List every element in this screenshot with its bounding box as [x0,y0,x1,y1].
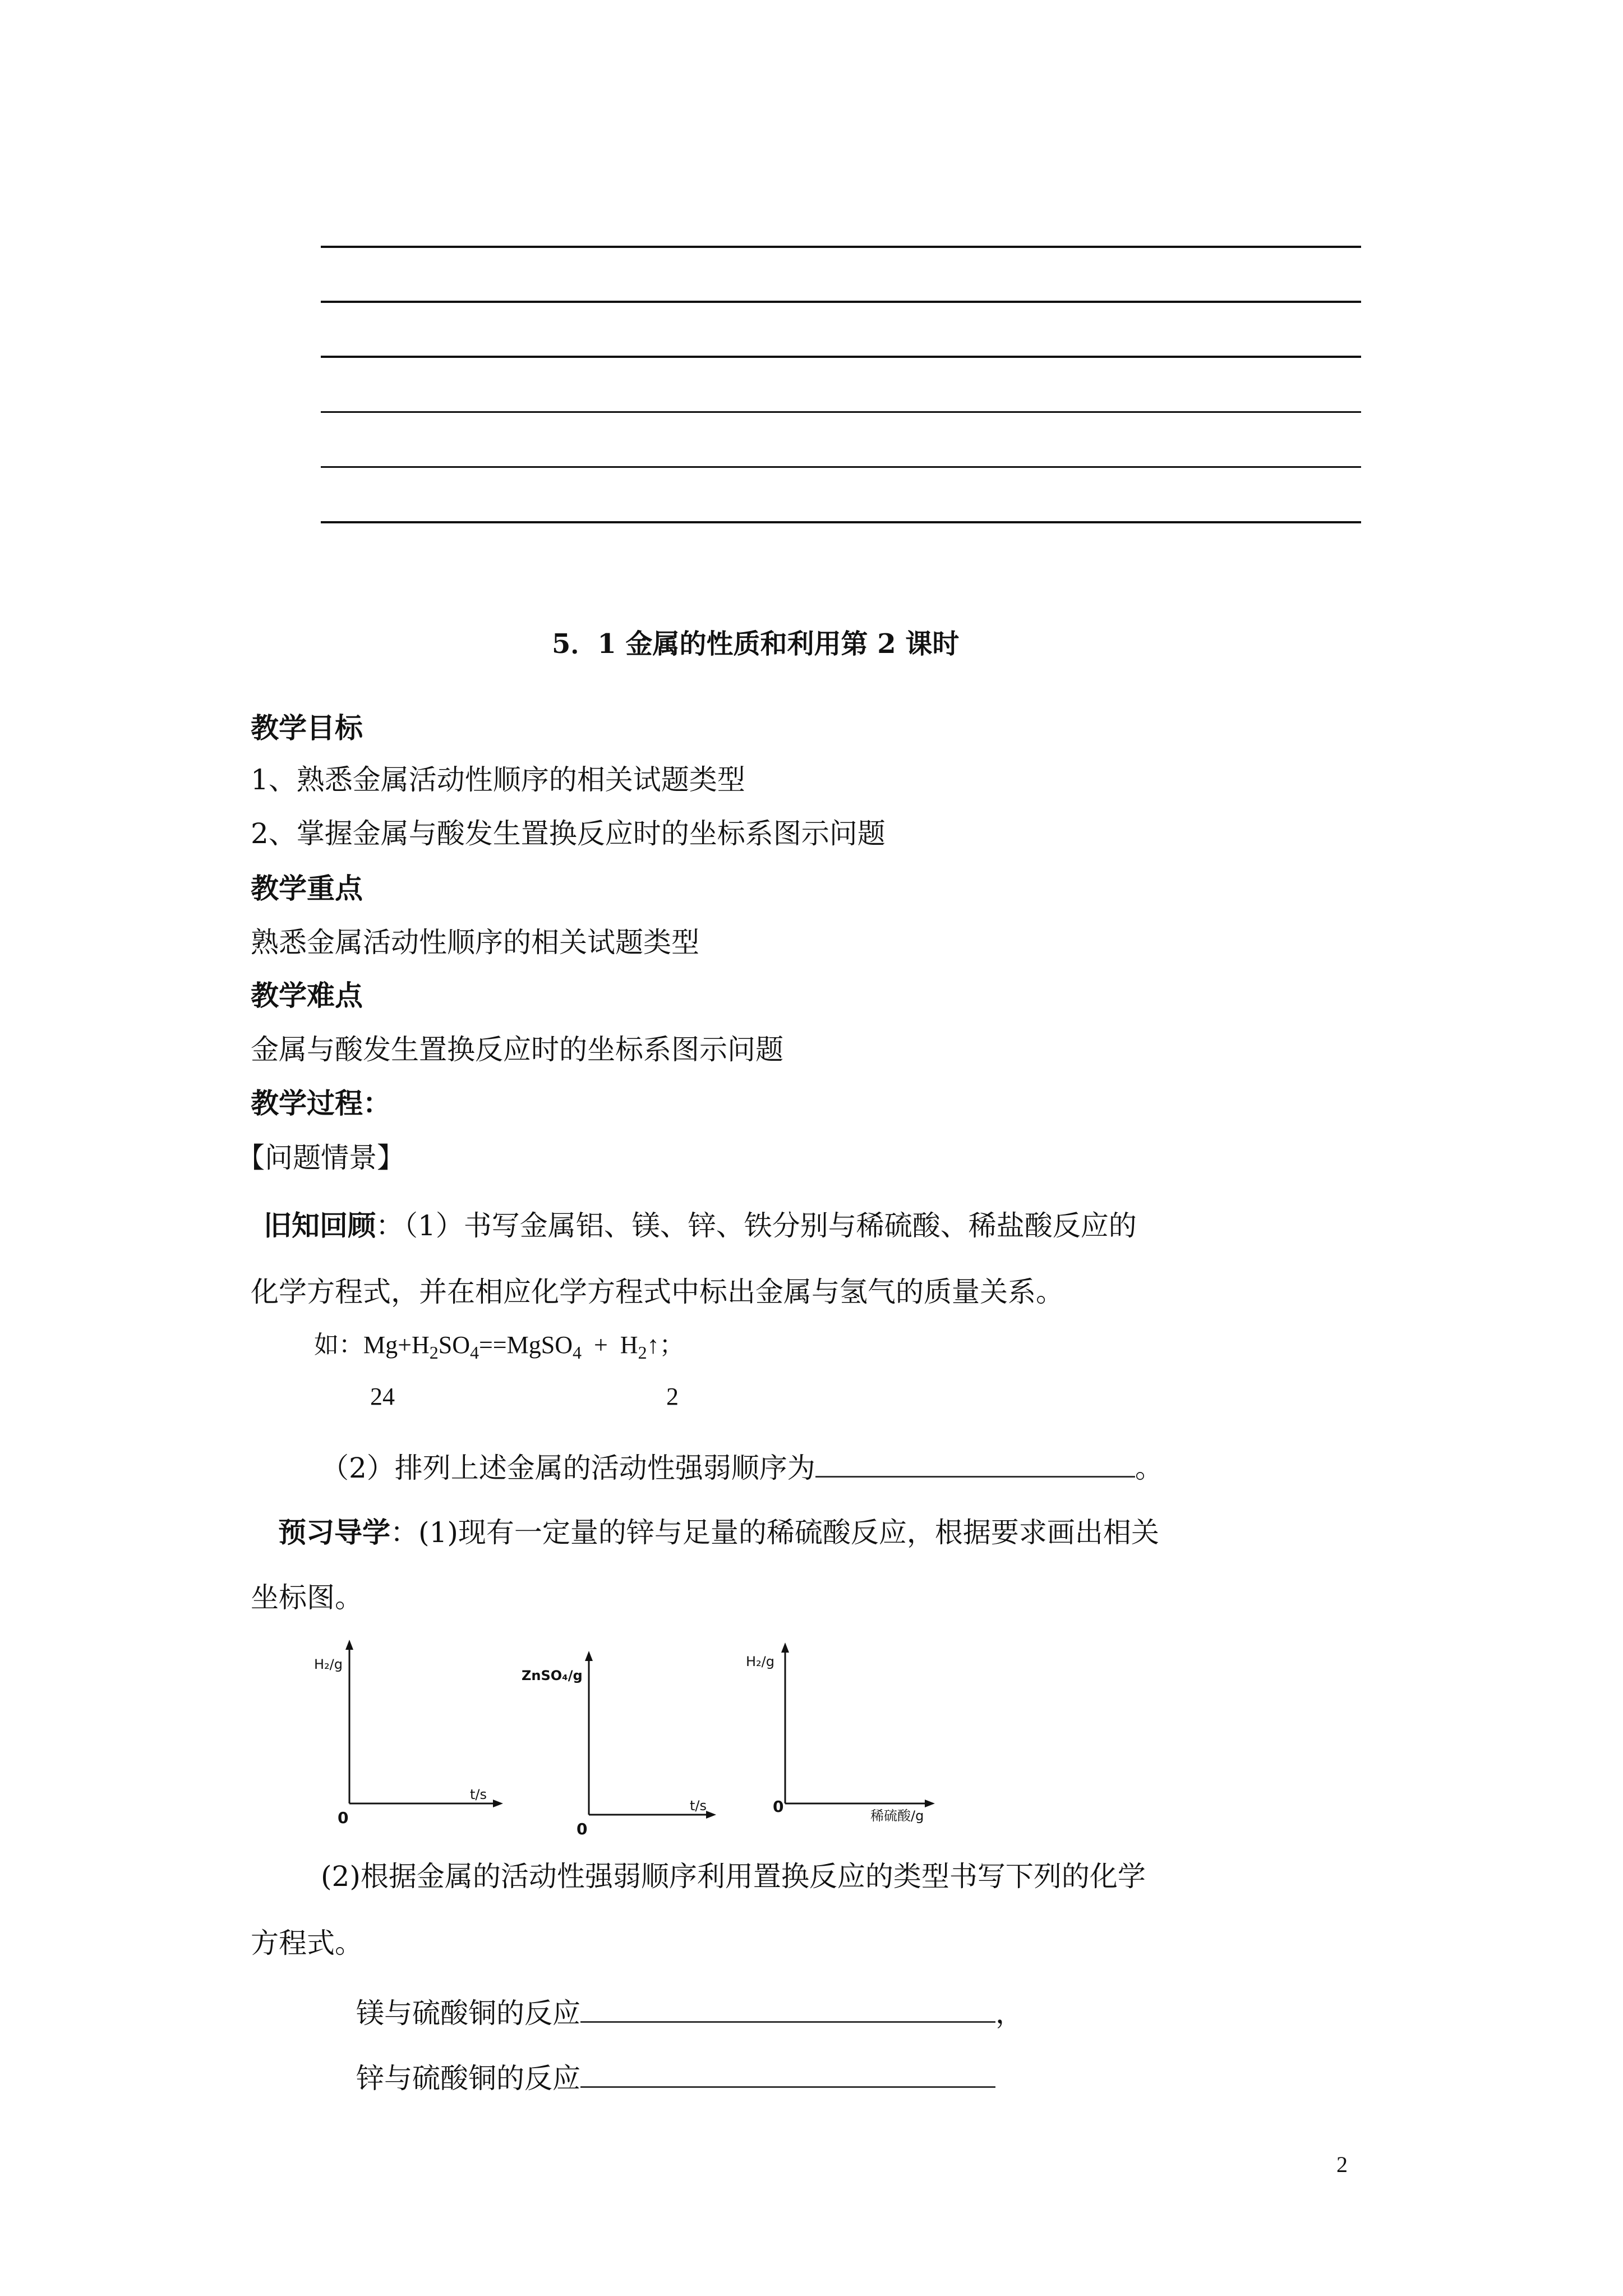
preview-q2-line-2: 方程式。 [251,1927,363,1959]
x-arrow-icon [493,1800,503,1807]
review-line-2: 化学方程式，并在相应化学方程式中标出金属与氢气的质量关系。 [251,1276,1064,1308]
graph-3-svg [746,1638,959,1829]
mg-reaction-blank[interactable] [580,1994,995,2023]
graph-1-svg [303,1635,505,1826]
review-q2-suffix: 。 [1135,1452,1163,1484]
graph-1-origin: 0 [338,1809,349,1827]
goal-1: 1、熟悉金属活动性顺序的相关试题类型 [251,763,745,796]
x-arrow-icon [706,1811,716,1819]
mg-reaction-line [356,1994,1023,2030]
mg-reaction-suffix: ， [995,1997,1023,2030]
graph-3-origin: 0 [773,1797,784,1816]
preview-line-1 [278,1516,1159,1549]
answer-line-5 [321,466,1361,468]
order-answer-blank[interactable] [815,1449,1135,1478]
review-line-1 [264,1209,1137,1243]
graph-2-svg [522,1646,723,1837]
page-number: 2 [1336,2152,1348,2177]
review-q2 [321,1449,1163,1485]
preview-q2-line-1: (2)根据金属的活动性强弱顺序利用置换反应的类型书写下列的化学 [321,1860,1146,1893]
goals-heading: 教学目标 [251,711,363,744]
difficulty-heading: 教学难点 [251,979,363,1012]
y-arrow-icon [781,1642,789,1653]
example-prefix: 如： [314,1331,363,1359]
page-title: 5．1 金属的性质和利用第 2 课时 [552,628,960,660]
graph-3-xlabel: 稀硫酸/g [870,1808,924,1824]
zn-reaction-label: 锌与硫酸铜的反应 [356,2062,580,2095]
graph-1-ylabel: H₂/g [314,1657,343,1672]
difficulty-text: 金属与酸发生置换反应时的坐标系图示问题 [251,1033,783,1066]
scenario-heading: 【问题情景】 [237,1142,405,1174]
preview-label: 预习导学 [278,1516,390,1549]
answer-line-4 [321,411,1361,413]
graph-znso4-vs-time[interactable] [522,1646,723,1839]
key-text: 熟悉金属活动性顺序的相关试题类型 [251,926,699,959]
preview-text-1: ：(1)现有一定量的锌与足量的稀硫酸反应，根据要求画出相关 [390,1516,1159,1549]
answer-line-1 [321,246,1361,248]
mass-h2: 2 [666,1383,679,1410]
graph-h2-vs-acid[interactable] [746,1638,959,1831]
graph-2-ylabel: ZnSO₄/g [522,1668,583,1683]
y-arrow-icon [585,1651,593,1661]
process-heading: 教学过程： [251,1087,391,1120]
key-heading: 教学重点 [251,872,363,905]
preview-line-2: 坐标图。 [251,1581,363,1614]
graph-2-xlabel: t/s [690,1798,707,1814]
x-arrow-icon [925,1800,935,1807]
equation-example: 如：$Mg+H_2SO_4==MgSO_4$ + $H_2↑$； [314,1331,684,1363]
review-text-1: ：（1）书写金属铝、镁、锌、铁分别与稀硫酸、稀盐酸反应的 [376,1209,1137,1242]
mg-reaction-label: 镁与硫酸铜的反应 [356,1997,580,2030]
graph-h2-vs-time[interactable] [303,1635,505,1828]
goal-2: 2、掌握金属与酸发生置换反应时的坐标系图示问题 [251,817,886,850]
graph-3-ylabel: H₂/g [746,1654,774,1669]
answer-line-6 [321,521,1361,523]
graph-1-xlabel: t/s [470,1787,487,1802]
answer-line-3 [321,356,1361,358]
graph-2-origin: 0 [577,1820,588,1838]
review-label: 旧知回顾 [264,1209,376,1242]
mass-mg: 24 [370,1383,395,1410]
y-arrow-icon [345,1640,353,1650]
answer-line-2 [321,301,1361,303]
zn-reaction-blank[interactable] [580,2059,995,2088]
review-q2-prefix: （2）排列上述金属的活动性强弱顺序为 [321,1452,815,1484]
zn-reaction-line [356,2059,995,2095]
